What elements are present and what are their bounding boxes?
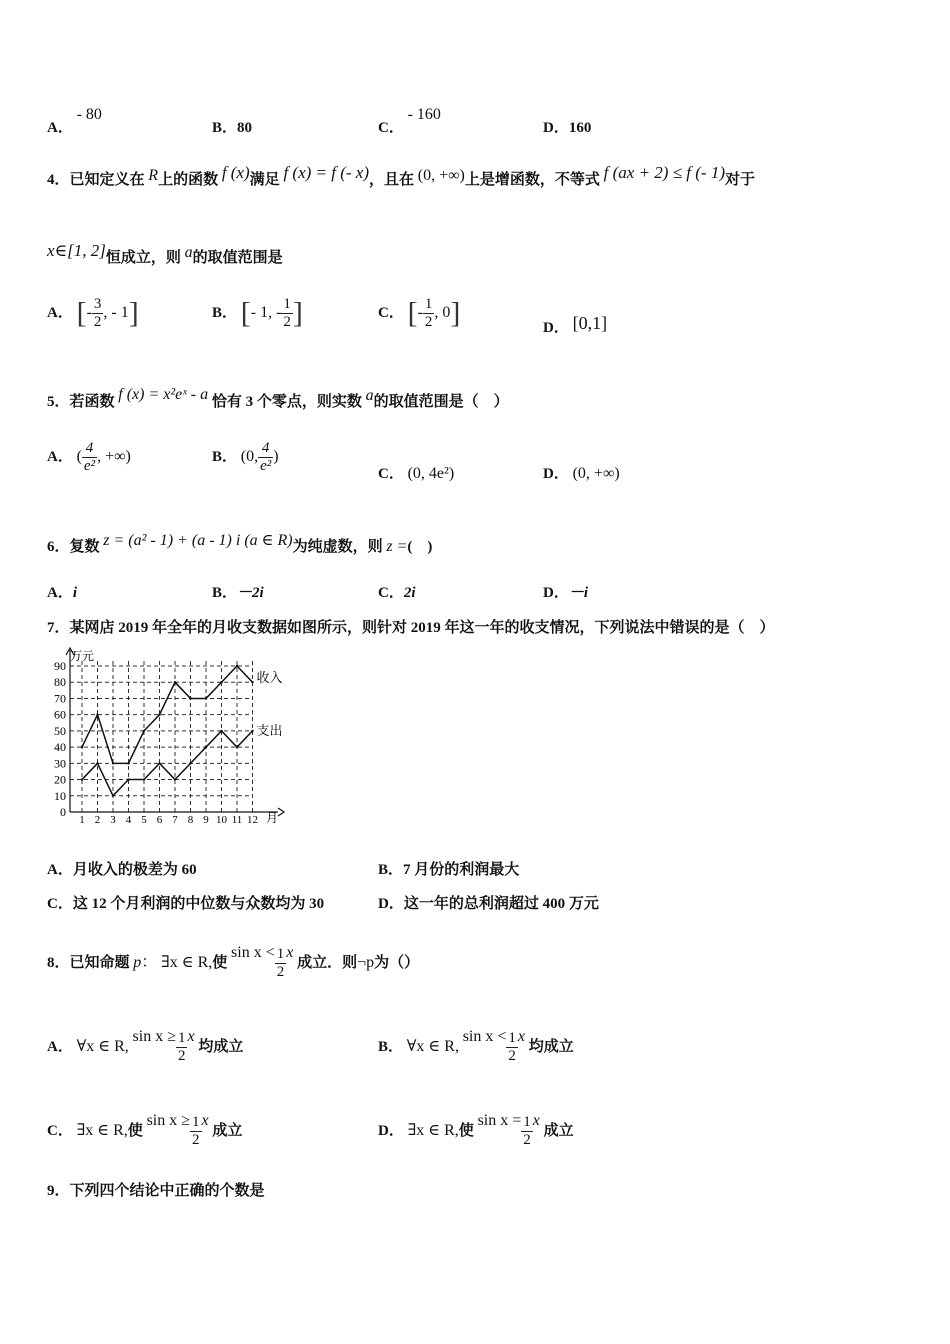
q6-option-d-value: －i [568, 585, 589, 601]
chart-y-tick-label: 40 [54, 740, 66, 755]
chart-x-tick-label: 3 [110, 814, 116, 826]
q8-shi: 使 [212, 954, 228, 971]
q6-text-2: 为纯虚数，则 [292, 539, 383, 555]
q4-text-4: ，且在 [369, 172, 415, 188]
q4-a: a [184, 244, 193, 261]
chart-grid [70, 660, 253, 812]
q6-option-b-label: B． [212, 585, 238, 601]
q6-number: 6． [47, 539, 70, 555]
q5-text-2: 恰有 3 个零点，则实数 [211, 394, 362, 410]
q8-option-d-tail: 成立 [543, 1122, 574, 1139]
q5-number: 5． [47, 394, 70, 410]
chart-x-tick-label: 7 [172, 814, 178, 826]
q5-option-a-label: A． [47, 448, 73, 465]
chart-x-tick-label: 11 [231, 814, 243, 826]
q4-stem [47, 163, 756, 189]
chart-x-tick-label: 6 [156, 814, 163, 826]
q4-option-b: B． [- 1, - $\frac{1}{2}$ ] [212, 296, 303, 330]
q5-option-d-label: D． [543, 466, 569, 482]
q5-option-a [47, 440, 131, 475]
chart-y-tick-labels [54, 659, 66, 819]
chart-y-tick-label: 20 [54, 772, 66, 787]
chart-x-tick-label: 2 [94, 814, 101, 826]
q8-sin: sin x < [231, 943, 275, 961]
q6-option-a-label: A． [47, 585, 73, 601]
q4-text-8: 的取值范围是 [192, 250, 283, 266]
chart-x-tick-label: 12 [247, 814, 258, 826]
chart-point [251, 681, 253, 683]
q6-option-c-value: 2i [403, 585, 416, 601]
chart-x-tick-label: 5 [141, 814, 147, 826]
q7-option-b-value: 7 月份的利润最大 [403, 862, 520, 878]
q8-option-a-x: x [187, 1027, 195, 1045]
q5-option-c-label: C． [378, 466, 404, 482]
chart-y-tick-label: 80 [54, 675, 66, 690]
q8-option-c-sin: sin x ≥ [146, 1111, 191, 1129]
q5-option-b-tail: ) [273, 447, 279, 465]
q4-option-d-label: D． [543, 320, 569, 336]
q8-option-c [47, 1111, 243, 1149]
q8-fraction: $\frac{1}{2}$ [276, 946, 285, 980]
q3-option-d-label: D． [543, 120, 569, 136]
q4-func: f (x) [221, 163, 250, 182]
q7-option-c-label: C． [47, 896, 73, 912]
q8-not-p: ¬p [357, 953, 375, 971]
q8-option-b-quantifier: ∀x ∈ R, [406, 1037, 459, 1055]
chart-y-tick-label: 30 [54, 756, 66, 771]
q5-a: a [365, 387, 374, 404]
chart-y-tick-label: 70 [54, 691, 66, 706]
q3-option-b-label: B． [212, 120, 238, 136]
q3-option-a [47, 106, 102, 137]
chart-point [236, 665, 238, 667]
chart-point [220, 730, 222, 732]
q5-option-d-value: (0, +∞) [572, 465, 620, 482]
q8-colon: ： [141, 953, 158, 971]
chart-point [205, 697, 207, 699]
q7-stem [47, 616, 775, 637]
q8-option-b-tail: 均成立 [528, 1038, 574, 1055]
q7-option-c [47, 892, 324, 913]
chart-x-axis-label: 月 [266, 811, 279, 825]
q5-text-1: 若函数 [69, 394, 115, 410]
q8-quantifier: ∃x ∈ R, [161, 953, 213, 971]
q8-p: p [133, 953, 142, 971]
q3-option-a-label: A． [47, 120, 73, 136]
q4-even-eq: f (x) = f (- x) [283, 163, 370, 182]
chart-point [158, 762, 160, 764]
q5-option-c-value: (0, 4e²) [407, 465, 455, 482]
chart-point [112, 795, 114, 797]
q7-option-a-value: 月收入的极差为 60 [72, 862, 197, 878]
chart-y-tick-label: 60 [54, 707, 66, 722]
q8-option-d-sin: sin x = [477, 1111, 522, 1129]
q6-option-c-label: C． [378, 585, 404, 601]
chart-x-tick-label: 1 [79, 814, 85, 826]
q6-option-c [378, 581, 416, 602]
chart-point [189, 697, 191, 699]
q6-complex-expr: z = (a² - 1) + (a - 1) i (a ∈ R) [103, 532, 293, 549]
chart-point [236, 746, 238, 748]
q3-option-b-value: 80 [237, 120, 253, 136]
q4-option-c-tail: , 0 [434, 303, 451, 321]
q4-interval: (0, +∞) [417, 167, 465, 184]
chart-y-tick-label: 50 [54, 723, 66, 738]
chart-point [127, 778, 129, 780]
q5-option-b-fraction: $\frac{4}{\text{e²}}$ [260, 440, 272, 474]
chart-y-tick-label: 0 [60, 805, 66, 819]
q4-option-a-fraction: $\frac{3}{2}$ [93, 296, 102, 330]
q4-option-d [543, 313, 608, 337]
q5-option-a-fraction: $\frac{4}{\text{e²}}$ [83, 440, 96, 474]
q8-option-a-fraction: $\frac{1}{2}$ [177, 1030, 186, 1064]
chart-point [220, 681, 222, 683]
q6-option-b-value: －2i [237, 585, 264, 601]
q8-text-3: 成立．则 [297, 954, 358, 971]
q4-option-c-sign: - [417, 303, 423, 321]
q9-text: 下列四个结论中正确的个数是 [69, 1183, 265, 1199]
chart-point [189, 762, 191, 764]
q4-text-2: 上的函数 [158, 172, 219, 188]
chart-y-tick-label: 10 [54, 788, 66, 803]
q3-option-c-value: - 160 [407, 106, 441, 123]
q6-option-a [47, 581, 77, 602]
chart-point [174, 778, 176, 780]
chart-x-tick-label: 8 [187, 814, 194, 826]
q5-option-b-label: B． [212, 448, 238, 465]
q8-number: 8． [47, 954, 70, 971]
q6-z: z = [386, 538, 408, 555]
q3-option-c [378, 106, 441, 137]
q8-option-c-shi: 使 [127, 1122, 143, 1139]
q6-text-1: 复数 [69, 539, 100, 555]
q4-domain: x∈[1, 2] [47, 241, 106, 260]
q5-option-a-tail: , +∞) [97, 447, 131, 465]
chart-y-tick-label: 90 [54, 659, 66, 673]
q4-text-3: 满足 [249, 172, 280, 188]
q4-option-a: A． [- $\frac{3}{2}$ , - 1] [47, 296, 139, 330]
chart-x-tick-label: 10 [216, 814, 227, 826]
q8-option-a-quantifier: ∀x ∈ R, [76, 1037, 129, 1055]
q4-option-a-sign: - [86, 303, 92, 321]
q4-set-r: R [148, 167, 159, 184]
q4-text-7: 恒成立，则 [105, 250, 181, 266]
q5-option-b-open: (0, [240, 447, 259, 465]
q8-option-d-x: x [532, 1111, 540, 1129]
chart-point [112, 762, 114, 764]
q8-text-4: 为（） [374, 954, 420, 971]
q8-option-d [378, 1111, 574, 1149]
q7-option-b [378, 858, 519, 879]
q4-option-d-value: [0,1] [572, 313, 608, 333]
q4-option-a-tail: , - 1 [103, 303, 129, 321]
q8-option-c-fraction: $\frac{1}{2}$ [192, 1114, 200, 1148]
q3-option-d [543, 116, 591, 137]
q4-option-b-head: - 1, - [250, 303, 282, 321]
q7-text: 某网店 2019 年全年的月收支数据如图所示，则针对 2019 年这一年的收支情况，下列说法中错误的是（ ） [69, 620, 775, 636]
q9-stem [47, 1179, 265, 1200]
q7-option-a [47, 858, 197, 879]
q6-text-3: ( ) [407, 539, 433, 555]
q8-option-c-x: x [201, 1111, 209, 1129]
q6-option-a-value: i [72, 585, 78, 601]
q5-option-d [543, 462, 620, 483]
chart-point [96, 713, 98, 715]
chart-point [143, 778, 145, 780]
chart-series-label: 收入 [256, 670, 283, 686]
chart-series-label: 支出 [256, 722, 283, 738]
q7-option-d [378, 892, 599, 913]
q4-option-b-label: B． [212, 304, 238, 321]
chart-point [205, 746, 207, 748]
q4-stem-line2 [47, 241, 283, 267]
q4-option-b-fraction: $\frac{1}{2}$ [283, 296, 291, 330]
q4-text-5: 上是增函数，不等式 [464, 172, 600, 188]
q4-inequality: f (ax + 2) ≤ f (- 1) [603, 163, 725, 182]
q7-number: 7． [47, 620, 70, 636]
q4-number: 4． [47, 172, 70, 188]
q8-option-c-tail: 成立 [212, 1122, 243, 1139]
chart-x-tick-label: 4 [125, 814, 132, 826]
q6-stem [47, 532, 433, 556]
chart-point [251, 730, 253, 732]
q5-text-3: 的取值范围是（ ） [373, 394, 509, 410]
q5-option-c [378, 462, 454, 483]
chart-x-tick-labels [79, 814, 258, 826]
chart-point [81, 746, 83, 748]
q7-line-chart [42, 644, 292, 828]
chart-point [174, 681, 176, 683]
q3-option-d-value: 160 [568, 120, 592, 136]
q8-option-b-label: B． [378, 1038, 404, 1055]
q8-option-a-label: A． [47, 1038, 73, 1055]
q3-option-a-value: - 80 [76, 106, 102, 123]
q5-stem [47, 386, 509, 411]
q8-option-b [378, 1027, 574, 1065]
q8-option-a [47, 1027, 244, 1065]
q8-option-a-tail: 均成立 [198, 1038, 244, 1055]
q8-x: x [286, 943, 294, 961]
q8-option-d-label: D． [378, 1122, 404, 1139]
q7-option-d-value: 这一年的总利润超过 400 万元 [403, 896, 599, 912]
q8-option-b-fraction: $\frac{1}{2}$ [508, 1030, 516, 1064]
chart-point [158, 713, 160, 715]
q8-option-d-fraction: $\frac{1}{2}$ [523, 1114, 531, 1148]
q9-number: 9． [47, 1183, 70, 1199]
chart-point [96, 762, 98, 764]
q8-text-1: 已知命题 [69, 954, 130, 971]
q4-option-a-label: A． [47, 304, 73, 321]
chart-point [81, 778, 83, 780]
chart-y-axis-label: 万元 [70, 649, 95, 663]
q4-option-c-fraction: $\frac{1}{2}$ [424, 296, 433, 330]
q8-option-b-sin: sin x < [462, 1027, 507, 1045]
q3-option-c-label: C． [378, 120, 404, 136]
q6-option-d [543, 581, 588, 602]
chart-x-tick-label: 9 [203, 814, 209, 826]
q8-option-d-shi: 使 [458, 1122, 474, 1139]
chart-point [143, 730, 145, 732]
q4-text-1: 已知定义在 [69, 172, 145, 188]
q4-option-c-label: C． [378, 304, 404, 321]
q4-text-6: 对于 [725, 172, 756, 188]
q5-option-b [212, 440, 279, 475]
q7-option-b-label: B． [378, 862, 404, 878]
chart-x-axis-arrow [278, 808, 284, 816]
q8-option-c-quantifier: ∃x ∈ R, [76, 1121, 128, 1139]
q4-option-c: C． [- $\frac{1}{2}$ , 0] [378, 296, 461, 330]
q8-option-b-x: x [517, 1027, 525, 1045]
q5-function: f (x) = x²eˣ - a [118, 386, 209, 403]
q7-option-c-value: 这 12 个月利润的中位数与众数均为 30 [72, 896, 325, 912]
q3-option-b [212, 116, 252, 137]
q8-option-a-sin: sin x ≥ [132, 1027, 176, 1045]
q6-option-b [212, 581, 264, 602]
q6-option-d-label: D． [543, 585, 569, 601]
q7-option-a-label: A． [47, 862, 73, 878]
chart-point [127, 762, 129, 764]
q8-option-d-quantifier: ∃x ∈ R, [407, 1121, 459, 1139]
q8-option-c-label: C． [47, 1122, 73, 1139]
q8-stem [47, 943, 420, 981]
q7-option-d-label: D． [378, 896, 404, 912]
q5-option-a-open: ( [76, 447, 82, 465]
